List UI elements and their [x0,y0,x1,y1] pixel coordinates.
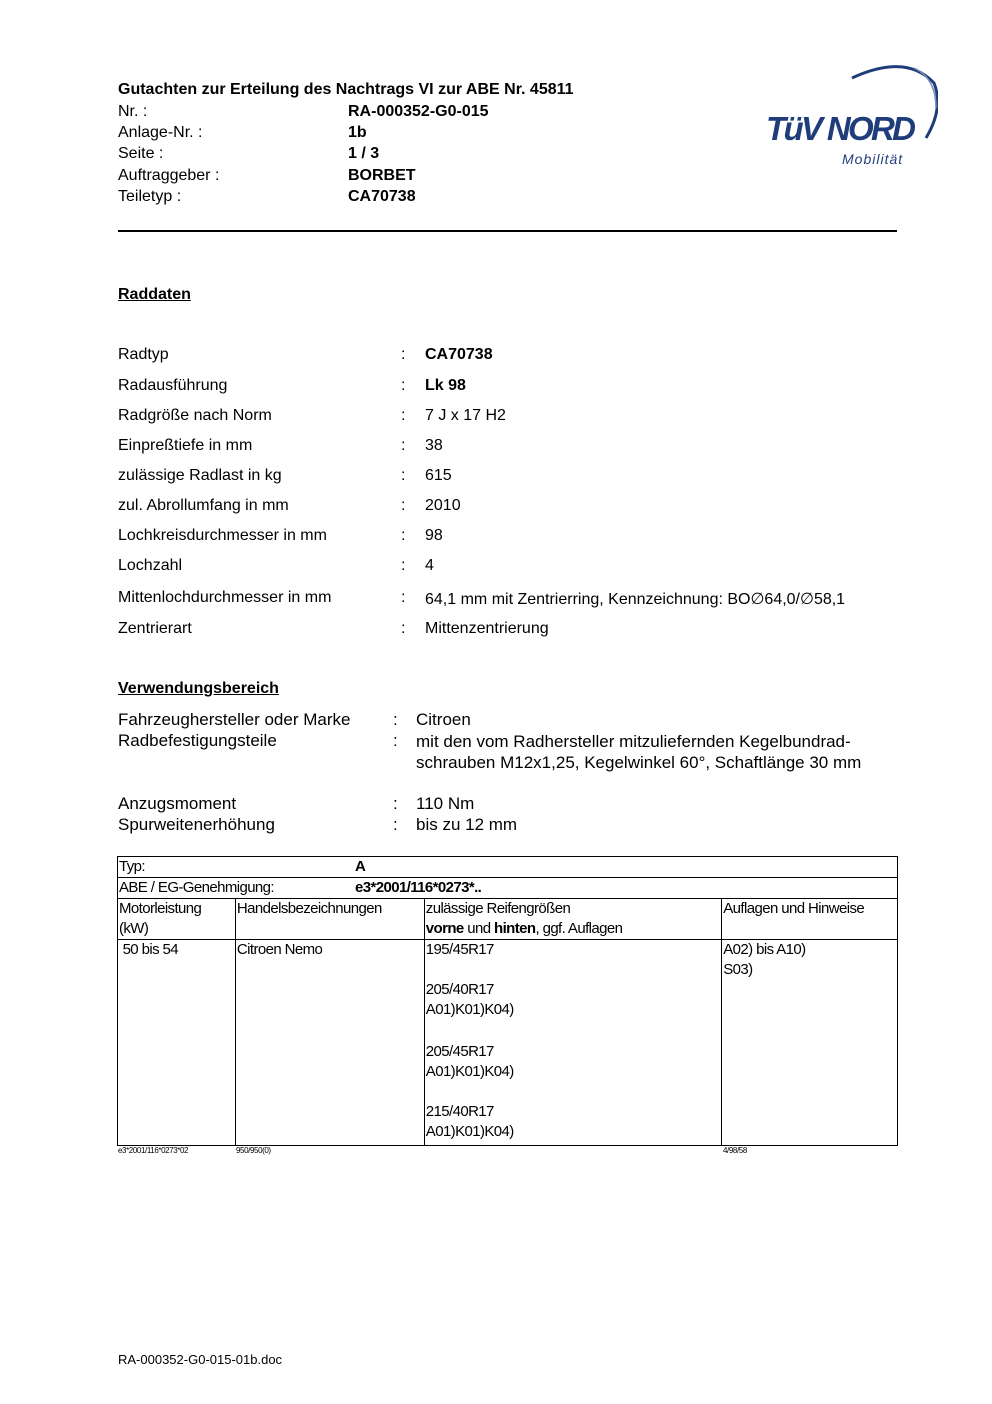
raddaten-value: CA70738 [425,346,493,363]
raddaten-label: Mittenlochdurchmesser in mm [118,589,332,606]
header-value: BORBET [348,167,416,184]
tyre-size: 205/45R17 [425,1043,494,1060]
tuv-nord-logo [766,58,938,173]
raddaten-label: zul. Abrollumfang in mm [118,497,289,514]
tyre-size: 215/40R17 [425,1103,494,1120]
colon: : [401,620,406,637]
raddaten-row [118,620,918,642]
raddaten-value: 7 J x 17 H2 [425,407,506,424]
header-label: Nr. : [118,103,148,120]
colon: : [401,377,406,394]
tyre-size: 205/40R17 [425,981,494,998]
verwendung-label: Fahrzeughersteller oder Marke [118,710,351,729]
raddaten-label: Lochzahl [118,557,183,574]
verwendung-value: Citroen [416,710,471,729]
table-header-row [118,899,898,940]
auflage-item: S03) [723,961,753,978]
tyre-spacer [426,1082,720,1102]
logo-brand-text: TüV NORD [766,110,914,147]
raddaten-label: Zentrierart [118,620,192,637]
tyre-notes: A01)K01)K04) [425,1063,514,1080]
abe-value: e3*2001/116*0273*.. [355,879,482,896]
header-vorne: vorne [425,920,464,937]
raddaten-label: Radausführung [118,377,228,394]
header-value: CA70738 [348,188,416,205]
colon: : [401,346,406,363]
raddaten-row [118,527,918,549]
table-row [118,940,898,1146]
raddaten-label: Einpreßtiefe in mm [118,437,253,454]
header-reifen-line1: zulässige Reifengrößen [425,900,571,917]
small-note-col2: 950/950(0) [236,1146,271,1155]
raddaten-row [118,346,918,368]
raddaten-value: 4 [425,557,434,574]
header-auflagen: Auflagen und Hinweise [722,899,898,940]
header-reifengroessen [424,899,721,940]
tyre-notes: A01)K01)K04) [425,1123,514,1140]
verwendung-value: bis zu 12 mm [416,815,518,834]
header-motorleistung: Motorleistung (kW) [118,899,236,940]
raddaten-row [118,497,918,519]
raddaten-row [118,407,918,429]
cell-reifengroessen [424,940,721,1146]
colon: : [401,557,406,574]
header-rest: , ggf. Auflagen [535,920,623,937]
raddaten-value: 64,1 mm mit Zentrierring, Kennzeichnung: BO∅64,0/∅58,1 [425,591,846,608]
raddaten-row [118,589,918,611]
cell-motorleistung: 50 bis 54 [118,940,236,1146]
colon: : [401,437,406,454]
header-label: Anlage-Nr. : [118,124,203,141]
colon: : [401,589,406,606]
header-handelsbezeichnungen: Handelsbezeichnungen [235,899,424,940]
header-label: Seite : [118,145,164,162]
header-divider [118,230,897,232]
colon: : [393,731,398,750]
raddaten-label: zulässige Radlast in kg [118,467,282,484]
raddaten-value: 2010 [425,497,461,514]
cell-auflagen [722,940,898,1146]
typ-row [118,857,898,878]
colon: : [401,467,406,484]
small-note-col1: e3*2001/116*0273*02 [118,1146,189,1155]
section-title-raddaten: Raddaten [118,286,191,303]
verwendung-label: Spurweitenerhöhung [118,815,275,834]
tuv-nord-logo-icon [766,58,938,173]
tyre-notes: A01)K01)K04) [425,1001,514,1018]
raddaten-value: Mittenzentrierung [425,620,549,637]
verwendung-label: Anzugsmoment [118,794,237,813]
abe-label: ABE / EG-Genehmigung: [119,879,274,896]
small-note-col4: 4/98/58 [723,1146,747,1155]
colon: : [393,815,398,834]
colon: : [401,527,406,544]
verwendung-value-radbefestigung: mit den vom Radhersteller mitzuliefernden Kegelbundrad-schrauben M12x1,25, Kegelwinkel 60°, Schaftlänge 30 mm [416,732,862,772]
raddaten-label: Lochkreisdurchmesser in mm [118,527,327,544]
logo-sub-text: Mobilität [842,151,904,167]
header-reifen-line2 [426,919,720,939]
header-hinten: hinten [494,920,536,937]
colon: : [393,710,398,729]
abe-row [118,878,898,899]
type-table [117,856,898,1146]
header-label: Auftraggeber : [118,167,220,184]
raddaten-row [118,467,918,489]
auflage-item: A02) bis A10) [723,941,806,958]
verwendung-value: 110 Nm [416,794,475,813]
header-label: Teiletyp : [118,188,182,205]
colon: : [401,407,406,424]
raddaten-label: Radtyp [118,346,169,363]
raddaten-value: 615 [425,467,452,484]
header-und: und [463,920,495,937]
header-value: RA-000352-G0-015 [348,103,489,120]
cell-handelsbezeichnung: Citroen Nemo [235,940,424,1146]
tyre-size: 195/45R17 [425,941,494,958]
section-title-verwendungsbereich: Verwendungsbereich [118,680,279,697]
typ-label: Typ: [119,858,145,875]
raddaten-row [118,377,918,399]
verwendung-label: Radbefestigungsteile [118,731,277,750]
document-title: Gutachten zur Erteilung des Nachtrags VI zur ABE Nr. 45811 [118,81,574,98]
abe-cell [118,878,898,899]
raddaten-label: Radgröße nach Norm [118,407,272,424]
tyre-notes-spacer [426,960,720,980]
header-value: 1b [348,124,367,141]
colon: : [401,497,406,514]
header-value: 1 / 3 [348,145,380,162]
colon: : [393,794,398,813]
raddaten-row [118,557,918,579]
typ-cell [118,857,898,878]
typ-value: A [355,858,366,875]
raddaten-value: Lk 98 [425,377,466,394]
raddaten-value: 98 [425,527,443,544]
footer-filename: RA-000352-G0-015-01b.doc [118,1352,283,1367]
tyre-spacer [426,1020,720,1042]
raddaten-value: 38 [425,437,443,454]
raddaten-row [118,437,918,459]
